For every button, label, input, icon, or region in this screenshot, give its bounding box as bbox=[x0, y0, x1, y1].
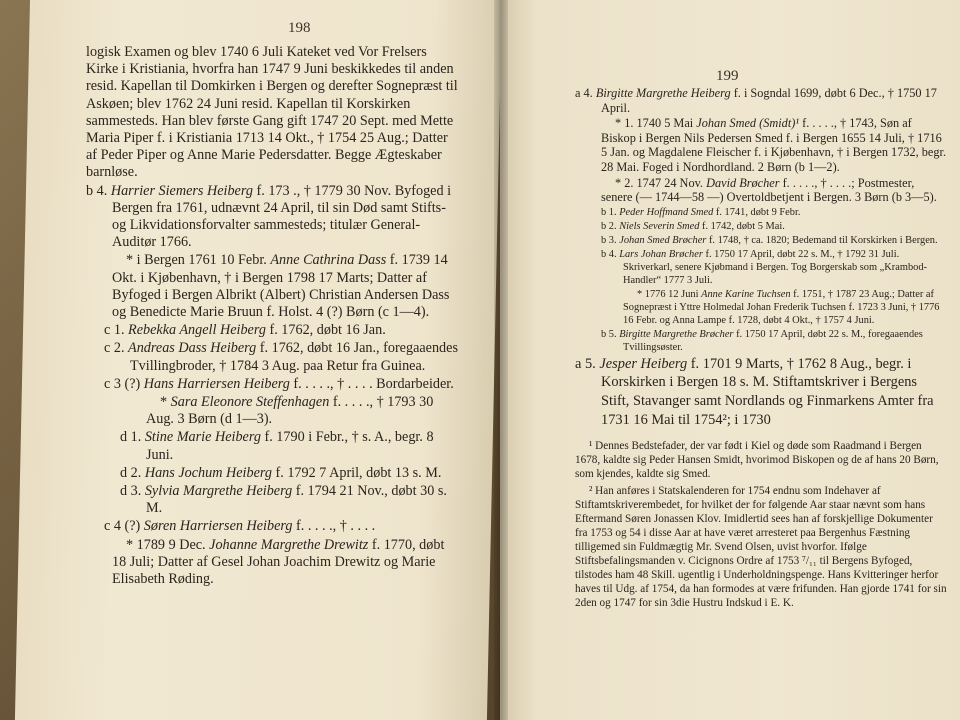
entry-text: f. 1762, døbt 16 Jan., foregaaendes Tvillingbroder, † 1784 3 Aug. paa Retur fra Guinea. bbox=[130, 340, 458, 374]
entry-code: b 5. bbox=[601, 328, 617, 340]
entry-code: a 5. bbox=[575, 355, 596, 372]
footnote: ² Han anføres i Statskalenderen for 1754 endnu som Indehaver af Stiftamtskriverembedet, for hvilket der for følgende Aar staar nævnt som hans Eftermand Søren Jonassen Klov. Imidlertid sees han af forskjellige Dokumenter fra 1753 og 54 i disse Aar at have været arresteret paa Bergenhus Fæstning tilligemed sin Fuldmægtig Mr. Svend Olsen, uvist hvorfor. Ifølge Stiftsbefalingsmanden v. Cicignons Ordre af 1753 ⁷/₁₁ til Bergens Byfoged, tilstodes ham 48 Skill. ugentlig i Underholdningspenge. Hans Kvitteringer herfor haves til Udg. af 1754, da han formodes at være frifunden. Han gjorde 1741 for sin 2den og 1747 for sin 3die Hustru Indskud i E. K. bbox=[575, 485, 947, 610]
entry-text: f. 1750 17 April, døbt 22 s. M., foregaaendes Tvillingsøster. bbox=[623, 328, 923, 353]
genealogy-entry bbox=[575, 86, 947, 115]
genealogy-entry bbox=[86, 252, 462, 321]
entry-text: f. 1742, døbt 5 Mai. bbox=[699, 220, 785, 232]
entry-code: c 3 (?) bbox=[104, 375, 141, 392]
person-name: Lars Johan Brøcher bbox=[619, 248, 703, 260]
footnote: ¹ Dennes Bedstefader, der var født i Kiel og døde som Raadmand i Bergen 1678, kaldte sig Peder Hansen Smidt, hvorimod Biskopen og de af hans 20 Børn, som kjendes, kaldte sig Smed. bbox=[575, 440, 939, 481]
genealogy-entry bbox=[86, 322, 462, 339]
genealogy-entry bbox=[575, 206, 947, 219]
entry-code: b 3. bbox=[601, 234, 617, 246]
entry-text: f. 1751, † 1787 23 Aug.; Datter af Sognepræst i Yttre Holmedal Johan Frederik Tuchsen f. 1723 3 Juni, † 1776 16 Febr. og Anna Lampe f. 1728, døbt 4 Okt., † 1757 4 Juni. bbox=[623, 288, 940, 326]
entry-text: f. . . . ., † . . . . bbox=[292, 518, 376, 535]
entry-code: b 1. bbox=[601, 206, 617, 218]
entry-text: f. 1739 14 Okt. i Kjøbenhavn, † i Bergen 1798 17 Marts; Datter af Byfoged i Bergen Albrikt (Albert) Christian Andersen Dass og Benedicte Marie Bruun f. Holst. 4 (?) Børn (c 1—4). bbox=[112, 252, 450, 321]
entry-code: b 4. bbox=[601, 248, 617, 260]
person-name: Birgitte Margrethe Heiberg bbox=[595, 86, 731, 100]
entry-code: a 4. bbox=[575, 86, 593, 100]
person-name: Anne Cathrina Dass bbox=[270, 252, 387, 269]
entry-text: f. 1790 i Febr., † s. A., begr. 8 Juni. bbox=[146, 429, 434, 463]
left-page-text bbox=[86, 44, 462, 589]
right-page-entries bbox=[575, 86, 947, 429]
person-name: Hans Jochum Heiberg bbox=[144, 464, 272, 481]
genealogy-entry bbox=[86, 518, 462, 535]
entry-text: f. 1794 21 Nov., døbt 30 s. M. bbox=[146, 483, 447, 517]
entry-code: b 4. bbox=[86, 182, 108, 199]
right-page-text bbox=[575, 86, 947, 613]
entry-code: b 2. bbox=[601, 220, 617, 232]
entry-text: f. 1750 17 April, døbt 22 s. M., † 1792 31 Juli. Skriverkarl, senere Kjøbmand i Bergen. Tog Borgerskab som „Krambod-Handler“ 1777 3 Juli. bbox=[623, 248, 927, 286]
entry-text: f. . . . ., † 1793 30 Aug. 3 Børn (d 1—3). bbox=[146, 394, 434, 428]
entry-code: c 2. bbox=[104, 340, 125, 357]
genealogy-entry bbox=[86, 340, 462, 374]
person-name: David Brøcher bbox=[706, 175, 780, 190]
genealogy-entry bbox=[86, 376, 462, 393]
entry-text: f. 1748, † ca. 1820; Bedemand til Korskirken i Bergen. bbox=[706, 234, 938, 246]
marriage-prefix: * bbox=[160, 394, 171, 411]
entry-code: d 1. bbox=[120, 429, 142, 446]
marriage-prefix: * 1776 12 Juni bbox=[637, 288, 702, 300]
genealogy-entry bbox=[575, 355, 947, 429]
person-name: Andreas Dass Heiberg bbox=[128, 340, 257, 357]
entry-text: f. 1792 7 April, døbt 13 s. M. bbox=[271, 464, 442, 481]
entry-code: c 1. bbox=[104, 322, 125, 339]
footnotes bbox=[575, 439, 947, 610]
person-name: Johanne Margrethe Drewitz bbox=[209, 536, 369, 553]
genealogy-entry bbox=[86, 394, 462, 428]
genealogy-entry bbox=[575, 328, 947, 354]
genealogy-entry bbox=[86, 483, 462, 517]
entry-text: f. i Sogndal 1699, døbt 6 Dec., † 1750 17 April. bbox=[601, 86, 937, 115]
person-name: Peder Hoffmand Smed bbox=[619, 206, 714, 218]
marriage-prefix: * 1789 9 Dec. bbox=[126, 536, 210, 553]
genealogy-entry bbox=[575, 176, 947, 205]
marriage-prefix: * 1. 1740 5 Mai bbox=[615, 116, 697, 131]
entry-text: f. . . . ., † . . . . Bordarbeider. bbox=[289, 375, 454, 392]
genealogy-entry bbox=[575, 116, 947, 174]
entry-text: logisk Examen og blev 1740 6 Juli Kateket ved Vor Frelsers Kirke i Kristiania, hvorfra han 1747 9 Juni beskikkedes til anden resid. Kapellan til Domkirken i Bergen og derefter Sognepræst til Askøen; blev 1762 24 Juni resid. Kapellan til Korskirken sammesteds. Han blev første Gang gift 1747 20 Sept. med Mette Maria Piper f. i Kristiania 1713 14 Okt., † 1754 25 Aug.; Datter af Peder Piper og Anne Marie Pedersdatter. Begge Ægteskaber barnløse. bbox=[86, 44, 458, 181]
person-name: Johan Smed Brøcher bbox=[619, 234, 707, 246]
entry-text: f. 1770, døbt 18 Juli; Datter af Gesel Johan Joachim Drewitz og Marie Elisabeth Røding. bbox=[112, 536, 445, 588]
left-page-number: 198 bbox=[288, 20, 311, 36]
marriage-prefix: * i Bergen 1761 10 Febr. bbox=[126, 252, 271, 269]
genealogy-entry bbox=[575, 248, 947, 287]
person-name: Birgitte Margrethe Brøcher bbox=[619, 328, 734, 340]
entry-text: f. 173 ., † 1779 30 Nov. Byfoged i Bergen fra 1761, udnævnt 24 April, til sin Død samt Stifts- og Likvidationsforvalter sammesteds; titulær General-Auditør 1766. bbox=[112, 182, 452, 251]
genealogy-entry bbox=[86, 44, 462, 182]
person-name: Anne Karine Tuchsen bbox=[701, 288, 791, 300]
person-name: Stine Marie Heiberg bbox=[144, 429, 261, 446]
right-page-number: 199 bbox=[716, 68, 739, 84]
person-name: Søren Harriersen Heiberg bbox=[143, 518, 293, 535]
entry-text: f. 1762, døbt 16 Jan. bbox=[265, 322, 386, 339]
book-gutter bbox=[494, 0, 508, 720]
genealogy-entry bbox=[575, 234, 947, 247]
genealogy-entry bbox=[575, 220, 947, 233]
entry-text: f. . . . ., † 1743, Søn af Biskop i Bergen Nils Pedersen Smed f. i Bergen 1655 14 Juli, † 1716 5 Jan. og Magdalene Fleischer f. i Kjøbenhavn, † i Bergen 1732, begr. 28 Mai. Foged i Nordhordland. 2 Børn (b 1—2). bbox=[601, 116, 947, 174]
person-name: Harrier Siemers Heiberg bbox=[110, 182, 253, 199]
entry-text: f. 1741, døbt 9 Febr. bbox=[713, 206, 801, 218]
marriage-prefix: * 2. 1747 24 Nov. bbox=[615, 175, 707, 190]
person-name: Johan Smed (Smidt)¹ bbox=[696, 116, 800, 131]
entry-code: d 2. bbox=[120, 464, 142, 481]
person-name: Niels Severin Smed bbox=[619, 220, 700, 232]
genealogy-entry bbox=[86, 183, 462, 252]
entry-text: f. . . . ., † . . . .; Postmester, senere (— 1744—58 —) Overtoldbetjent i Bergen. 3 Børn (b 3—5). bbox=[601, 175, 937, 205]
person-name: Sylvia Margrethe Heiberg bbox=[144, 483, 293, 500]
entry-code: c 4 (?) bbox=[104, 518, 141, 535]
genealogy-entry bbox=[86, 465, 462, 482]
genealogy-entry bbox=[575, 288, 947, 327]
genealogy-entry bbox=[86, 537, 462, 589]
person-name: Jesper Heiberg bbox=[599, 355, 688, 372]
entry-text: f. 1701 9 Marts, † 1762 8 Aug., begr. i Korskirken i Bergen 18 s. M. Stiftamtskriver i Bergens Stift, Stavanger samt Nordlands og Finmarkens Amter fra 1731 16 Mai til 1754²; i 1730 bbox=[601, 355, 934, 428]
person-name: Sara Eleonore Steffenhagen bbox=[170, 394, 330, 411]
genealogy-entry bbox=[86, 429, 462, 463]
person-name: Hans Harriersen Heiberg bbox=[143, 375, 290, 392]
person-name: Rebekka Angell Heiberg bbox=[128, 322, 266, 339]
entry-code: d 3. bbox=[120, 483, 142, 500]
